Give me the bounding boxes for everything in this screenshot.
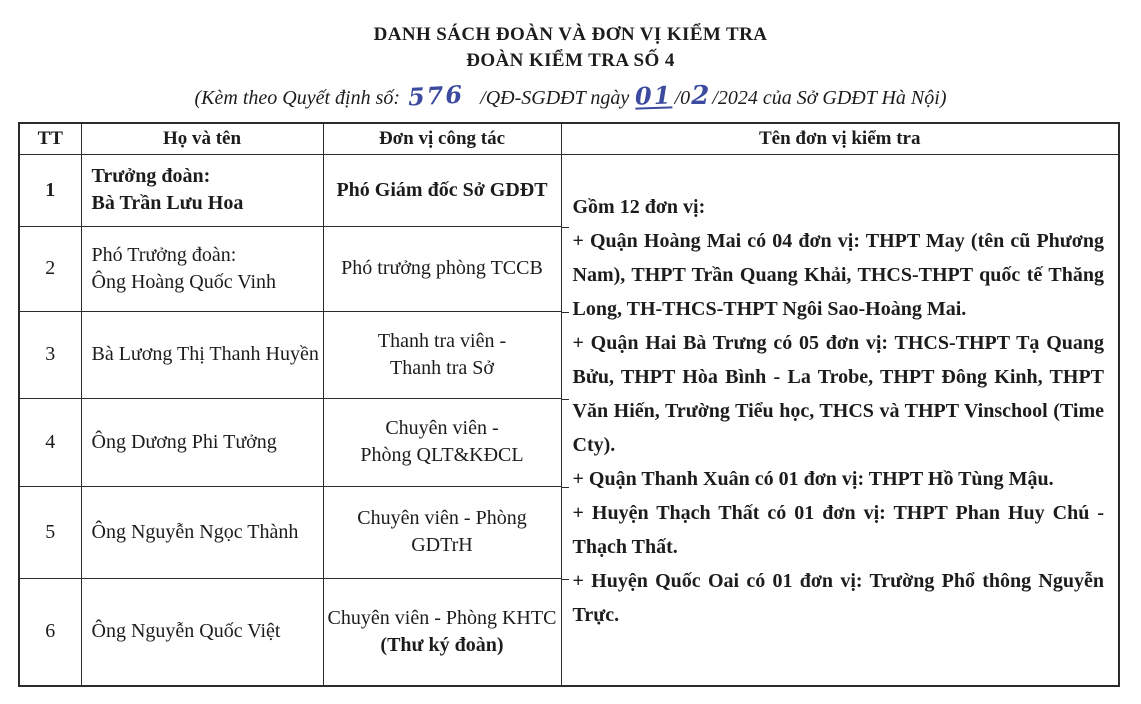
member-role: Trưởng đoàn: bbox=[91, 165, 211, 187]
member-name-cell bbox=[81, 226, 323, 311]
row-divider-tick bbox=[561, 579, 569, 580]
member-unit: Phó trưởng phòng TCCB bbox=[341, 257, 543, 279]
inspection-team-table bbox=[18, 122, 1120, 687]
unit-paragraph-thach-that: + Huyện Thạch Thất có 01 đơn vị: THPT Phan Huy Chú - Thạch Thất. bbox=[572, 501, 1104, 558]
member-name: Ông Nguyễn Ngọc Thành bbox=[91, 520, 299, 543]
member-unit: Phó Giám đốc Sở GDĐT bbox=[336, 178, 548, 201]
handwritten-decision-number: 576 bbox=[407, 79, 465, 112]
header-don-vi-cong-tac: Đơn vị công tác bbox=[323, 123, 561, 154]
subtitle-prefix: (Kèm theo Quyết định số: bbox=[194, 87, 401, 109]
member-name: Ông Hoàng Quốc Vinh bbox=[91, 270, 277, 293]
subtitle-mid: /QĐ-SGDĐT ngày bbox=[480, 87, 630, 109]
member-unit-cell bbox=[323, 226, 561, 311]
document-header bbox=[0, 0, 1141, 113]
member-role: Phó Trưởng đoàn: bbox=[91, 243, 237, 266]
table-row bbox=[19, 154, 1119, 226]
row-divider-tick bbox=[561, 312, 569, 313]
member-name-cell bbox=[81, 154, 323, 226]
member-unit-note: (Thư ký đoàn) bbox=[380, 633, 504, 656]
row-divider-tick bbox=[561, 399, 569, 400]
member-unit-cell bbox=[323, 154, 561, 226]
member-unit: Chuyên viên - Phòng GDTrH bbox=[357, 507, 527, 556]
document-title-line1: DANH SÁCH ĐOÀN VÀ ĐƠN VỊ KIỂM TRA bbox=[373, 24, 768, 45]
unit-paragraph-hai-ba-trung: + Quận Hai Bà Trưng có 05 đơn vị: THCS-THPT Tạ Quang Bửu, THPT Hòa Bình - La Trobe, THPT Đông Kinh, THPT Văn Hiến, Trường Tiểu học, THCS và THPT Vinschool (Time Cty). bbox=[572, 331, 1104, 456]
decision-subtitle bbox=[0, 81, 1141, 113]
row-divider-tick bbox=[561, 487, 569, 488]
member-unit: Thanh tra viên - bbox=[377, 329, 507, 352]
member-unit-cell bbox=[323, 398, 561, 486]
unit-paragraph-thanh-xuan: + Quận Thanh Xuân có 01 đơn vị: THPT Hồ Tùng Mậu. bbox=[572, 467, 1054, 490]
row-divider-tick bbox=[561, 227, 569, 228]
units-heading: Gồm 12 đơn vị: bbox=[572, 195, 706, 218]
header-ten-don-vi-kiem-tra: Tên đơn vị kiểm tra bbox=[561, 123, 1119, 154]
handwritten-day: 01 bbox=[634, 80, 674, 111]
header-tt: TT bbox=[19, 123, 81, 154]
member-unit-cell bbox=[323, 486, 561, 578]
member-name-cell bbox=[81, 486, 323, 578]
date-separator: /0 bbox=[674, 87, 691, 109]
header-ho-va-ten: Họ và tên bbox=[81, 123, 323, 154]
member-name: Bà Lương Thị Thanh Huyền bbox=[91, 343, 319, 365]
member-unit: Chuyên viên - bbox=[385, 417, 499, 439]
row-index-cell: 1 bbox=[19, 154, 81, 226]
row-index-cell: 6 bbox=[19, 578, 81, 686]
row-index-cell: 4 bbox=[19, 398, 81, 486]
subtitle-suffix: /2024 của Sở GDĐT Hà Nội) bbox=[712, 87, 947, 109]
member-unit-cell bbox=[323, 578, 561, 686]
member-name-cell bbox=[81, 578, 323, 686]
handwritten-month-digit: 2 bbox=[691, 81, 712, 111]
member-unit: Phòng QLT&KĐCL bbox=[360, 444, 524, 466]
member-name-cell bbox=[81, 311, 323, 398]
unit-paragraph-hoang-mai: + Quận Hoàng Mai có 04 đơn vị: THPT May (tên cũ Phương Nam), THPT Trần Quang Khải, THCS-THPT quốc tế Thăng Long, TH-THCS-THPT Ngôi Sao-Hoàng Mai. bbox=[572, 229, 1104, 320]
member-unit: Thanh tra Sở bbox=[390, 356, 494, 379]
member-name: Ông Dương Phi Tưởng bbox=[91, 430, 277, 453]
table-header-row bbox=[19, 123, 1119, 154]
unit-paragraph-quoc-oai: + Huyện Quốc Oai có 01 đơn vị: Trường Phổ thông Nguyễn Trực. bbox=[572, 569, 1104, 626]
row-index-cell: 3 bbox=[19, 311, 81, 398]
member-name-cell bbox=[81, 398, 323, 486]
row-index-cell: 2 bbox=[19, 226, 81, 311]
document-title-line2: ĐOÀN KIỂM TRA SỐ 4 bbox=[466, 50, 675, 71]
inspection-units-cell bbox=[561, 154, 1119, 686]
member-name: Ông Nguyễn Quốc Việt bbox=[91, 620, 281, 643]
member-unit: Chuyên viên - Phòng KHTC bbox=[327, 606, 557, 629]
member-name: Bà Trần Lưu Hoa bbox=[91, 192, 244, 214]
row-index-cell: 5 bbox=[19, 486, 81, 578]
member-unit-cell bbox=[323, 311, 561, 398]
